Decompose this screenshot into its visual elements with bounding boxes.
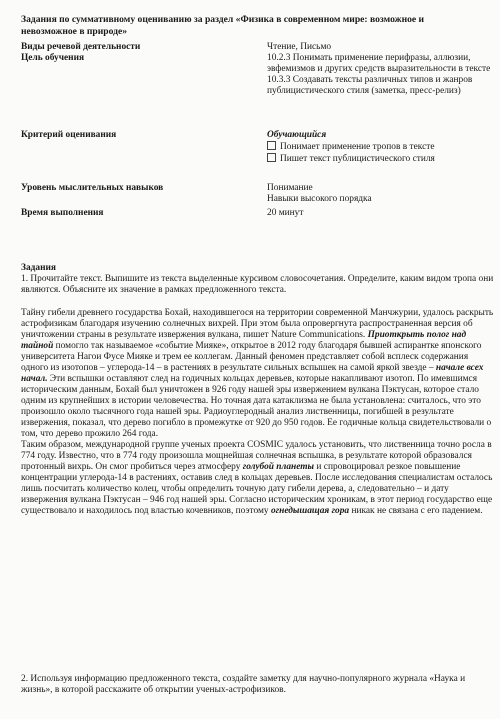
- text-span: помогло так называемое «событие Мияке», открытое в 2012 году благодаря бывшей аспирантке японского университета Нагои Фусе Мияке и трем ее коллегам. Данный феномен представляет собой всплеск содержания одного из изотопов – углерода-14 – в растениях в результате сильных вспышек на самой яркой звезде –: [21, 341, 482, 373]
- learning-goal-item: 10.3.3 Создавать тексты различных типов и жанров публицистического стиля (заметка, пресс-релиз): [267, 75, 473, 96]
- checkbox-icon: [267, 141, 276, 150]
- criteria-heading: Обучающийся: [267, 130, 327, 140]
- criteria-item-label: Понимает применение тропов в тексте: [280, 142, 435, 152]
- label-speech-activity: Виды речевой деятельности: [21, 42, 141, 52]
- text-span: Таким образом, международной группе ученых проекта COSMIC удалось установить, что лиственница точно росла в 774 году. Известно, что в 774 году произошла мощнейшая солнечная вспышка, в результате которой образовался протонный вихрь. Он смог пробиться через атмосферу: [21, 440, 492, 472]
- highlighted-phrase: голубой планеты: [242, 462, 315, 472]
- highlighted-phrase: Приоткрыть полог над тайной: [21, 330, 467, 351]
- reading-text: [21, 308, 494, 517]
- task-1: 1. Прочитайте текст. Выпишите из текста выделенные курсивом словосочетания. Определите, каким видом тропа они являются. Объясните их значение в рамках предложенного текста.: [21, 274, 494, 295]
- criteria-item: [267, 153, 492, 165]
- tasks-heading: Задания: [21, 263, 56, 273]
- criteria-item: [267, 141, 492, 153]
- value-learning-goal: [267, 53, 492, 97]
- label-criteria: Критерий оценивания: [21, 130, 117, 140]
- thinking-level-item: Навыки высокого порядка: [267, 194, 372, 204]
- task-2: 2. Используя информацию предложенного текста, создайте заметку для научно-популярного журнала «Наука и жизнь», в которой расскажите об открытии ученых-астрофизиков.: [21, 674, 466, 695]
- highlighted-phrase: начале всех начал.: [21, 363, 484, 384]
- value-time: 20 минут: [267, 208, 304, 218]
- text-paragraph-2: [21, 440, 494, 517]
- label-learning-goal: Цель обучения: [21, 53, 85, 63]
- label-time: Время выполнения: [21, 208, 104, 218]
- highlighted-phrase: огнедышащая гора: [270, 506, 350, 516]
- page-title: Задания по суммативному оцениванию за раздел «Физика в современном мире: возможное и невозможное в природе»: [21, 14, 425, 37]
- text-paragraph-1: [21, 308, 494, 440]
- value-criteria: [267, 130, 492, 165]
- learning-goal-item: 10.2.3 Понимать применение перифразы, аллюзии, эвфемизмов и других средств выразительности в тексте: [267, 53, 491, 74]
- checkbox-icon: [267, 153, 276, 162]
- text-span: Тайну гибели древнего государства Бохай, находившегося на территории современной Манчжурии, удалось раскрыть астрофизикам благодаря изучению солнечных вихрей. При этом была опровергнута распространенная версия об уничтожении страны в результате извержения вулкана, пишет Nature Communications.: [21, 308, 494, 340]
- text-span: Эти вспышки оставляют след на годичных кольцах деревьев, которые накапливают изотоп. По имевшимся историческим данным, Бохай был уничтожен в 926 году нашей эры извержением вулкана Пэктусан, которое стало одним из крупнейших в истории человечества. Но точная дата катаклизма не была установлена: считалось, что это произошло около тысячного года нашей эры. Радиоуглеродный анализ лиственницы, погибшей в результате извержения, показал, что дерево погибло в промежутке от 920 до 950 годов. Ее годичные кольца свидетельствовали о том, что дерево прожило 264 года.: [21, 374, 492, 439]
- value-thinking-level: [267, 183, 492, 205]
- value-speech-activity: Чтение, Письмо: [267, 42, 332, 52]
- thinking-level-item: Понимание: [267, 183, 313, 193]
- criteria-item-label: Пишет текст публицистического стиля: [280, 154, 435, 164]
- text-span: никак не связана с его падением.: [349, 506, 483, 516]
- text-span: и спровоцировал резкое повышение концентрации углерода-14 в растениях, оставив след в кольцах деревьев. После исследования специалистам осталось лишь посчитать количество колец, чтобы определить точную дату гибели дерева, а, следовательно – и дату извержения вулкана Пэктусан – 946 год нашей эры. Согласно историческим хроникам, в этот период государство еще существовало и находилось под властью кочевников, поэтому: [21, 462, 493, 516]
- label-thinking-level: Уровень мыслительных навыков: [21, 183, 164, 193]
